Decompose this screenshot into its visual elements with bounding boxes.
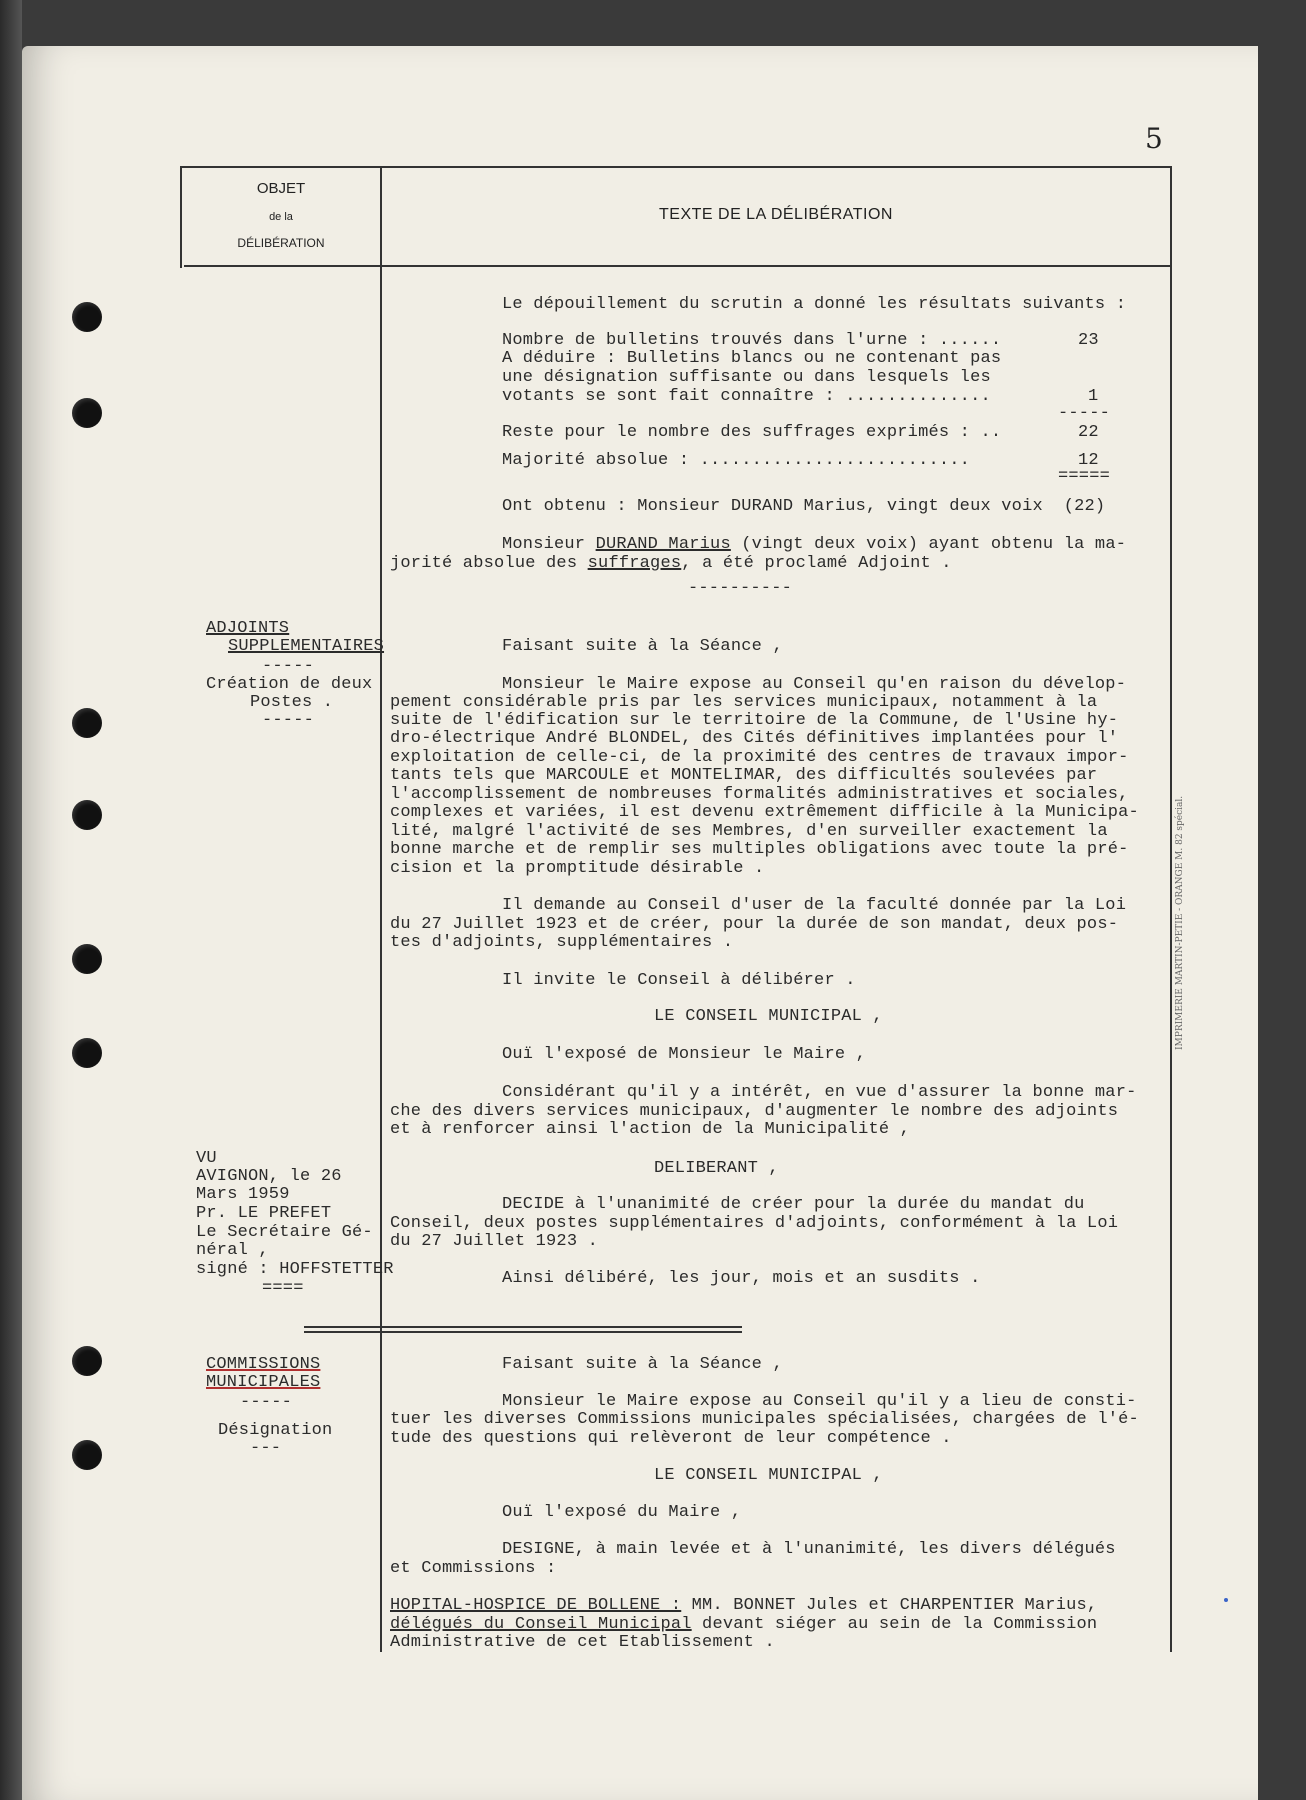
header-object-title2: DÉLIBÉRATION	[237, 236, 325, 250]
adjoints-line: DELIBERANT ,	[654, 1159, 779, 1178]
side-dash: ---	[250, 1439, 282, 1458]
scrutin-deduire-line2: une désignation suffisante ou dans lesquels les	[502, 368, 991, 387]
scrutin-majorite: Majorité absolue : ..........................	[502, 451, 971, 470]
side-subtitle-line2: Postes .	[250, 693, 334, 712]
adjoints-line: tes d'adjoints, supplémentaires .	[390, 933, 734, 952]
side-dash: -----	[262, 657, 315, 676]
side-title-adjoints: ADJOINTS	[206, 619, 290, 638]
adjoints-line: Il invite le Conseil à délibérer .	[502, 971, 856, 990]
table-right-border	[1170, 166, 1172, 1652]
commissions-line: tuer les diverses Commissions municipales spécialisées, chargées de l'é-	[390, 1410, 1139, 1429]
side-subtitle-line1: Création de deux	[206, 675, 373, 694]
visa-line: ====	[262, 1279, 304, 1298]
scrutin-bulletins: Nombre de bulletins trouvés dans l'urne : ......	[502, 331, 1002, 350]
adjoints-line: tants tels que MARCOULE et MONTELIMAR, des difficultés soulevées par	[390, 766, 1098, 785]
hopital-line3: Administrative de cet Etablissement .	[390, 1633, 775, 1652]
punch-hole	[72, 944, 102, 974]
commissions-line: tude des questions qui relèveront de leur compétence .	[390, 1429, 952, 1448]
adjoints-line: dro-électrique André BLONDEL, des Cités définitives implantées pour l'	[390, 729, 1119, 748]
text-segment: (vingt deux voix) ayant obtenu la ma-	[730, 535, 1127, 554]
text-segment: jorité absolue des	[390, 554, 588, 573]
text-segment: MM. BONNET Jules et CHARPENTIER Marius,	[681, 1596, 1098, 1615]
commissions-line: DESIGNE, à main levée et à l'unanimité, les divers délégués	[502, 1540, 1116, 1559]
commissions-line: Faisant suite à la Séance ,	[502, 1355, 783, 1374]
adjoints-line: Ainsi délibéré, les jour, mois et an susdits .	[502, 1269, 981, 1288]
table-top-border	[180, 166, 1172, 168]
text-segment: Monsieur	[502, 535, 596, 554]
underlined-name: DURAND Marius	[595, 535, 731, 554]
side-dash: -----	[262, 711, 315, 730]
scrutin-deduire-line3: votants se sont fait connaître : ..............	[502, 387, 991, 406]
punch-hole	[72, 302, 102, 332]
adjoints-line: bonne marche et de remplir ses multiples obligations avec toute la pré-	[390, 840, 1129, 859]
punch-hole	[72, 1038, 102, 1068]
visa-line: AVIGNON, le 26	[196, 1167, 342, 1186]
binder-edge	[0, 0, 22, 1800]
adjoints-line: pement considérable pris par les services municipaux, notamment à la	[390, 693, 1098, 712]
adjoints-line: complexes et variées, il est devenu extrêmement difficile à la Municipa-	[390, 803, 1139, 822]
side-title-supplementaires: SUPPLEMENTAIRES	[228, 637, 385, 656]
commissions-line: Monsieur le Maire expose au Conseil qu'il y a lieu de consti-	[502, 1392, 1137, 1411]
side-title-commissions: COMMISSIONS	[206, 1355, 321, 1374]
side-title-municipales: MUNICIPALES	[206, 1373, 321, 1392]
header-bottom-border-left	[184, 265, 380, 267]
punch-hole	[72, 1440, 102, 1470]
adjoints-line: LE CONSEIL MUNICIPAL ,	[654, 1007, 883, 1026]
header-text-title: TEXTE DE LA DÉLIBÉRATION	[659, 206, 893, 223]
adjoints-line: exploitation de celle-ci, de la proximité des centres de travaux impor-	[390, 748, 1129, 767]
header-bottom-border	[380, 265, 1172, 267]
commissions-line: et Commissions :	[390, 1559, 557, 1578]
header-object-sub: de la	[269, 211, 293, 223]
visa-line: VU	[196, 1149, 217, 1168]
adjoints-line: Considérant qu'il y a intérêt, en vue d'assurer la bonne mar-	[502, 1083, 1137, 1102]
scrutin-intro: Le dépouillement du scrutin a donné les résultats suivants :	[502, 295, 1127, 314]
punch-hole	[72, 1346, 102, 1376]
scrutin-separator: -----	[1058, 404, 1111, 423]
adjoints-line: cision et la promptitude désirable .	[390, 859, 765, 878]
side-subtitle: Désignation	[218, 1421, 333, 1440]
scrutin-deduire-value: 1	[1088, 387, 1099, 406]
blue-mark	[1224, 1598, 1228, 1602]
scrutin-reste-value: 22	[1078, 423, 1099, 442]
visa-line: néral ,	[196, 1241, 269, 1260]
commissions-line: LE CONSEIL MUNICIPAL ,	[654, 1466, 883, 1485]
scrutin-majorite-value: 12	[1078, 451, 1099, 470]
adjoints-line: Ouï l'exposé de Monsieur le Maire ,	[502, 1045, 867, 1064]
hopital-line2	[390, 1616, 1097, 1635]
hopital-line1	[390, 1597, 1097, 1616]
scrutin-reste: Reste pour le nombre des suffrages exprimés : ..	[502, 423, 1002, 442]
visa-line: Mars 1959	[196, 1185, 290, 1204]
visa-line: Le Secrétaire Gé-	[196, 1223, 373, 1242]
section-separator: ----------	[688, 579, 793, 598]
adjoints-line: lité, malgré l'activité de ses Membres, d'en surveiller exactement la	[390, 822, 1108, 841]
scrutin-obtenu: Ont obtenu : Monsieur DURAND Marius, vingt deux voix (22)	[502, 497, 1106, 516]
adjoints-line: Faisant suite à la Séance ,	[502, 637, 783, 656]
scrutin-proclamation-line1	[502, 536, 1126, 555]
scrutin-deduire-line1: A déduire : Bulletins blancs ou ne contenant pas	[502, 349, 1002, 368]
text-segment: , a été proclamé Adjoint .	[681, 554, 952, 573]
punch-hole	[72, 398, 102, 428]
adjoints-line: Conseil, deux postes supplémentaires d'adjoints, conformément à la Loi	[390, 1214, 1119, 1233]
underlined-word: suffrages	[587, 554, 682, 573]
section-divider	[304, 1326, 742, 1328]
visa-line: signé : HOFFSTETTER	[196, 1260, 394, 1279]
adjoints-line: suite de l'édification sur le territoire de la Commune, de l'Usine hy-	[390, 711, 1119, 730]
punch-hole	[72, 708, 102, 738]
adjoints-line: du 27 Juillet 1923 .	[390, 1232, 599, 1251]
printer-stamp: IMPRIMERIE MARTIN-PETIE - ORANGE M. 82 spécial.	[1175, 795, 1185, 1050]
scrutin-proclamation-line2	[390, 555, 952, 574]
adjoints-line: Il demande au Conseil d'user de la faculté donnée par la Loi	[502, 896, 1127, 915]
adjoints-line: et à renforcer ainsi l'action de la Municipalité ,	[390, 1120, 911, 1139]
adjoints-line: che des divers services municipaux, d'augmenter le nombre des adjoints	[390, 1102, 1119, 1121]
header-object-title: OBJET	[256, 180, 306, 197]
scrutin-double-separator: =====	[1058, 467, 1111, 486]
underlined-heading: HOPITAL-HOSPICE DE BOLLENE :	[390, 1596, 682, 1615]
adjoints-line: du 27 Juillet 1923 et de créer, pour la durée de son mandat, deux pos-	[390, 915, 1119, 934]
commissions-line: Ouï l'exposé du Maire ,	[502, 1503, 742, 1522]
visa-line: Pr. LE PREFET	[196, 1204, 332, 1223]
underlined-phrase: délégués du Conseil Municipal	[390, 1615, 692, 1634]
adjoints-line: Monsieur le Maire expose au Conseil qu'en raison du dévelop-	[502, 675, 1127, 694]
column-divider	[380, 166, 382, 1652]
scrutin-bulletins-value: 23	[1078, 331, 1099, 350]
text-segment: devant siéger au sein de la Commission	[691, 1615, 1098, 1634]
section-divider	[304, 1331, 742, 1333]
adjoints-line: DECIDE à l'unanimité de créer pour la durée du mandat du	[502, 1195, 1085, 1214]
adjoints-line: l'accomplissement de nombreuses formalités administratives et sociales,	[390, 785, 1129, 804]
page-number: 5	[1145, 122, 1163, 155]
side-dash: -----	[240, 1393, 293, 1412]
punch-hole	[72, 800, 102, 830]
